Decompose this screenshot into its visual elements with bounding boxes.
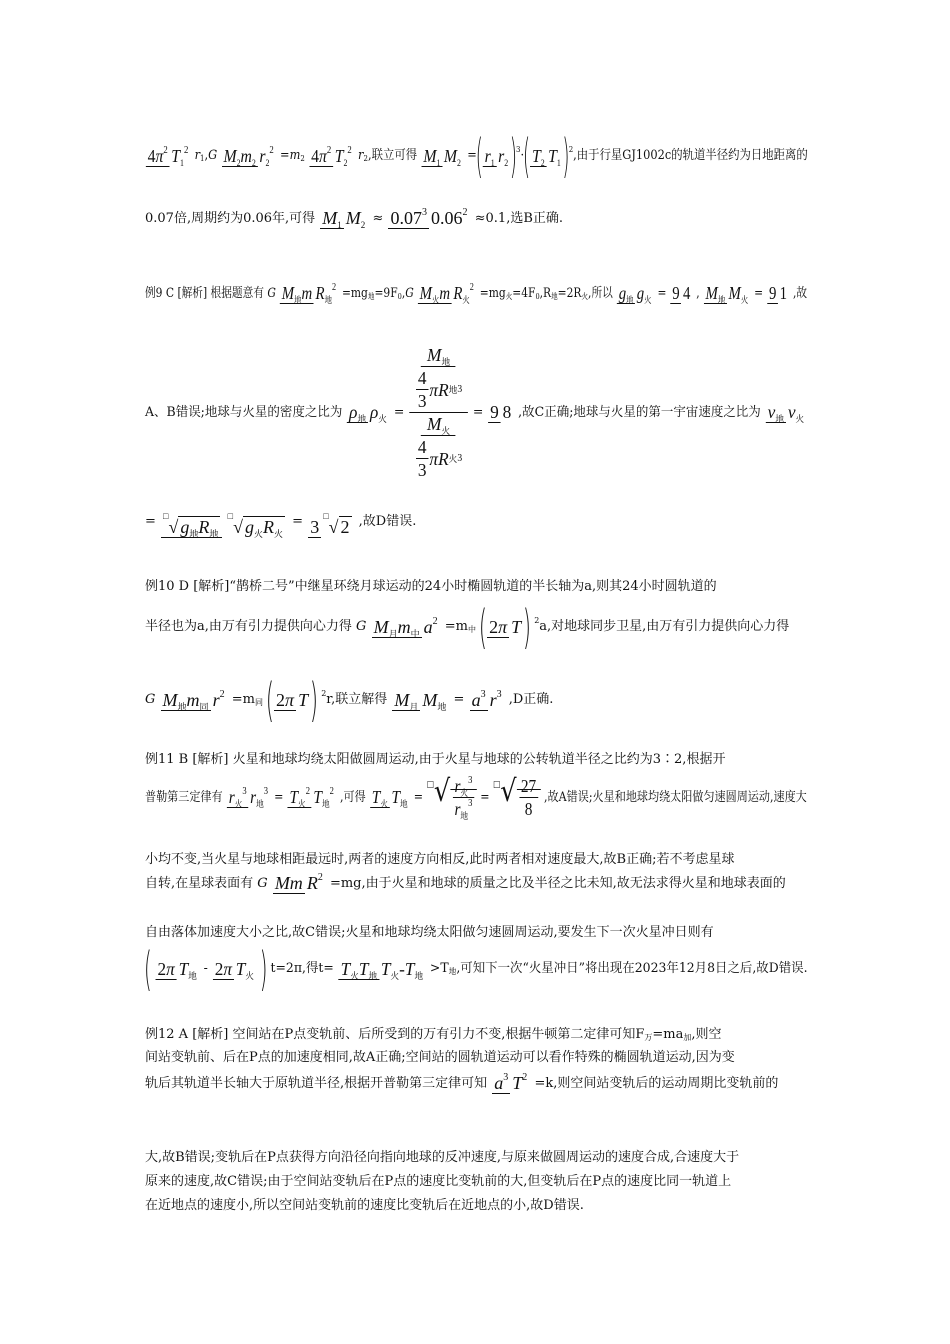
text-lianli: ,联立可得 [367, 148, 418, 163]
fraction-v: $v_地$ $v_火$ [767, 402, 805, 424]
fraction-gmm-r2: $M_地m_同$ $r^2$ [162, 688, 225, 712]
text-select-b: ≈0.1,选B正确. [474, 210, 564, 226]
fraction-4pi2-T2: $4\pi^2$ $T_2^2$ [311, 144, 352, 168]
fraction-9-4: 9 4 [672, 283, 691, 303]
fraction-gmm-a2: $M_月m_中$ $a^2$ [373, 615, 438, 639]
fraction-r1r2: $r_1$ $r_2$ [484, 145, 509, 168]
text-density: A、B错误;地球与火星的密度之比为 [145, 404, 343, 420]
line-1: $4\pi^2$ $T_1^2$ $r_1,G$ $M_2m_2$ $r_2^2 =m_2$ $4\pi^2$ $T_2^2$ $r_2$,联立可得 $M_1$ $M_2 =(r_1$ $r_2)^3\cdot(T_2$ $T_1)^2$,由于行星GJ1002c的轨道半径约为日地距离的 [147, 129, 808, 183]
line-4-density: A、B错误;地球与火星的密度之比为 $\rho_地$ $\rho_火$ = $M_地$ 4 3 πR 地 3 $M_火$ 4 3 πR 火 3 = 9 8 ,故C正确;地球与火星的第一宇宙速度之比为 $v_地$ $v_火$ [145, 345, 805, 480]
line-16: 间站变轨前、后在P点的加速度相同,故A正确;空间站的圆轨道运动可以看作特殊的椭圆轨道运动,因为变 [145, 1050, 735, 1065]
fraction-density-compound: $M_地$ 4 3 πR 地 3 $M_火$ 4 3 πR 火 3 [409, 344, 468, 481]
fraction-rho: $\rho_地$ $\rho_火$ [349, 402, 387, 424]
fraction-g-ratio: $g_地$ $g_火$ [618, 283, 652, 305]
fraction-t-ratio: $T_火$ $T_地$ [371, 787, 408, 809]
fraction-t2: $T_火^2$ $T_地^2$ [289, 786, 334, 809]
line-7: 半径也为a,由万有引力提供向心力得 G $M_月m_中$ $a^2 =m_中$ ( 2π T) $^2$a,对地球同步卫星,由万有引力提供向心力得 [145, 600, 790, 654]
fraction-gm1m2: $M_2m_2$ $r_2^2$ [223, 144, 274, 168]
line-2: 0.07倍,周期约为0.06年,可得 $M_1$ $M_2 \approx 0.07^3$ 0.06$^2$ ≈0.1,选B正确. [145, 207, 564, 230]
fraction-9-8: 9 8 [490, 402, 512, 422]
sqrt-27-8: □√ $\frac{27}{8}$ [493, 775, 540, 820]
fraction-2pi-t-b: 2π T [276, 689, 309, 710]
line-20: 在近地点的速度小,所以空间站变轨前的速度比变轨后在近地点的小,故D错误. [145, 1198, 584, 1213]
fraction-3-sqrt2: 3□√ 2 [310, 511, 350, 537]
text-007: 0.07倍,周期约为0.06年,可得 [145, 210, 316, 226]
line-10: 普勒第三定律有 $r_火^3$ $r_地^3 = T_火^2$ $T_地^2$ ,可得 $T_火$ $T_地 = ^□√$ $r_火^3$ $r_地^3$ = □√ $\frac{27}{8}$ ,故A错误;火星和地球均绕太阳做匀速圆周运动,速度大 [145, 774, 807, 821]
fraction-sqrt-gr: □√ $g_地R_地$ □√ $g_火R_火$ [163, 511, 284, 539]
fraction-4pi2-T1: $4\pi^2$ $T_1^2$ [147, 144, 189, 168]
line-18: 大,故B错误;变轨后在P点获得方向沿径向指向地球的反冲速度,与原来做圆周运动的速度合成,合速度大于 [145, 1150, 740, 1165]
line-15-example-12: 例12 A [解析] 空间站在P点变轨前、后所受到的万有引力不变,根据牛顿第二定律可知$F_万=ma_加$,则空 [145, 1027, 722, 1042]
text-ex9: 例9 C [解析] 根据题意有 [145, 285, 264, 301]
line-8: G $M_地m_同$ $r^2 =m_同$ ( 2π T) $^2$r,联立解得 $M_月$ $M_地 = a^3$ $r^3$ ,D正确. [145, 673, 554, 727]
fraction-2pi-tdi: 2π $T_地$ [157, 958, 197, 981]
line-13: 自由落体加速度大小之比,故C错误;火星和地球均绕太阳做匀速圆周运动,要发生下一次火星冲日则有 [145, 925, 714, 940]
line-17: 轨后其轨道半长轴大于原轨道半径,根据开普勒第三定律可知 $a^3$ $T^2 =k$,则空间站变轨后的运动周期比变轨前的 [145, 1072, 779, 1093]
line-3-example-9: 例9 C [解析] 根据题意有 G $M_地m$ $R_地^2 =mg_地=9F_0,G$ $M_火m$ $R_火^2 =mg_火=4F_0,R_地=2R_火$,所以 $g_地$ $g_火 = 9$ 4 , $M_地$ $M_火 = 9$ 1 ,故 [145, 282, 808, 305]
fraction-2pi-thuo: 2π $T_火$ [214, 958, 255, 981]
fraction-gm-earth: $M_地m$ $R_地^2$ [281, 282, 337, 305]
fraction-m-ratio: $M_地$ $M_火$ [705, 283, 749, 305]
line-14: ( 2π $T_地 - 2\pi$ $T_火$ ) t=2π,得$t= T_火T_地$ $T_火-T_地 >T_地$,可知下一次“火星冲日”将出现在2023年12月8日之后,故D错误. [143, 942, 808, 996]
fraction-gm-mars: $M_火m$ $R_火^2$ [419, 282, 474, 305]
text-cosmic-velocity: ,故C正确;地球与火星的第一宇宙速度之比为 [518, 404, 761, 420]
line-5: = □√ $g_地R_地$ □√ $g_火R_火 = 3^□√$ 2 ,故D错误. [145, 505, 807, 561]
line-19: 原来的速度,故C错误;由于空间站变轨后在P点的速度比变轨前的大,但变轨后在P点的速度比同一轨道上 [145, 1174, 732, 1189]
fraction-a3-t2: $a^3$ $T^2$ [494, 1072, 528, 1093]
fraction-t-synodic: $T_火T_地$ $T_火-T_地$ [340, 958, 424, 981]
fraction-mm-r2: Mm $R^2$ [274, 872, 323, 893]
fraction-m-moon-earth: $M_月$ $M_地$ [394, 689, 447, 712]
line-9-example-11: 例11 B [解析] 火星和地球均绕太阳做圆周运动,由于火星与地球的公转轨道半径之比约为3∶2,根据开 [145, 752, 726, 767]
fraction-t2t1: $T_2$ $T_1$ [531, 145, 561, 168]
text-d-wrong: ,故D错误. [358, 514, 417, 529]
text-gj1002c: ,由于行星GJ1002c的轨道半径约为日地距离的 [573, 148, 808, 163]
fraction-9-1: 9 1 [769, 283, 788, 303]
line-11: 小均不变,当火星与地球相距最远时,两者的速度方向相反,此时两者相对速度最大,故B正确;若不考虑星球 [145, 852, 735, 867]
fraction-m1m2-b: $M_1$ $M_2$ [322, 208, 366, 230]
fraction-m1m2: $M_1$ $M_2$ [423, 145, 461, 168]
fraction-2pi-t: 2π T [489, 616, 522, 637]
fraction-r3: $r_火^3$ $r_地^3$ [228, 786, 269, 809]
line-12: 自转,在星球表面有 G Mm $R^2 =mg$,由于火星和地球的质量之比及半径之比未知,故无法求得火星和地球表面的 [145, 872, 786, 893]
sqrt-r3-ratio: □√ $r_火^3$ $r_地^3$ [427, 775, 477, 820]
fraction-007-006: 0.07$^3$ 0.06$^2$ [390, 207, 468, 228]
fraction-a3-r3: $a^3$ $r^3$ [471, 688, 502, 710]
line-6-example-10: 例10 D [解析]“鹊桥二号”中继星环绕月球运动的24小时椭圆轨道的半长轴为a,则其24小时圆轨道的 [145, 579, 717, 594]
